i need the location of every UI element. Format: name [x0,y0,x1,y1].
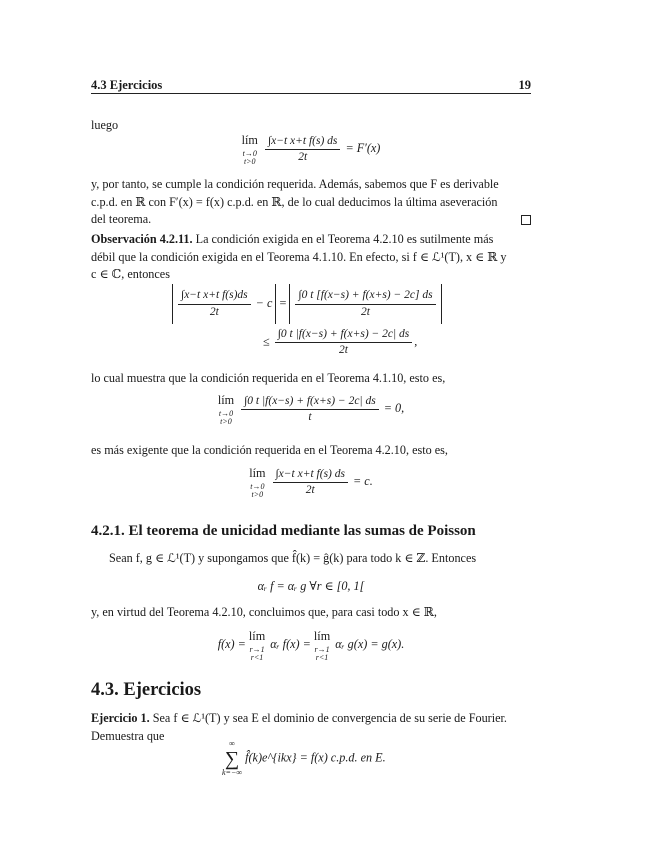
summation-symbol: ∞ ∑ k=−∞ [222,739,243,777]
equation-3: lím t→0 t>0 $\frac{\int 0 t |f(x-s) + f(x+s) - 2c| ds}{t}$ = 0, [217,393,405,427]
paragraph-4: Sean f, g ∈ ℒ¹(T) y supongamos que f̂(k) = ĝ(k) para todo k ∈ ℤ. Entonces [109,551,477,565]
intro-word: luego [91,118,119,132]
running-header-section: 4.3 Ejercicios [91,78,163,92]
section-4-3-title: 4.3. Ejercicios [91,680,202,700]
paragraph-2: lo cual muestra que la condición requerida en el Teorema 4.1.10, esto es, [91,371,446,385]
equation-1: lím t→0 t>0 $\frac{\text{∫x−t x+t f(s) ds}}{2t}$ = F′(x) [241,133,381,167]
paragraph-1: y, por tanto, se cumple la condición requerida. Además, sabemos que F es derivable c.p.d. en ℝ con F′(x) = f(x) c.p.d. en ℝ, de lo cual deducimos la última aseveración del teorema. [91,176,531,229]
subsection-4-2-1-title: 4.2.1. El teorema de unicidad mediante las sumas de Poisson [91,523,476,539]
equation-7: ∞ ∑ k=−∞ f̂(k)e^{ikx} = f(x) c.p.d. en E. [222,739,386,777]
observation-4-2-11: Observación 4.2.11. La condición exigida en el Teorema 4.2.10 es sutilmente más débil que la condición exigida en el Teorema 4.1.10. En efecto, si f ∈ ℒ¹(T), x ∈ ℝ y c ∈ ℂ, entonces [91,232,507,282]
observation-label: Observación 4.2.11. [91,232,193,246]
equation-2-line-2: ≤ $\frac{\int 0 t |f(x-s) + f(x+s) - 2c| ds}{2t}$ , [263,328,418,357]
page-number: 19 [518,78,531,92]
fraction: $\frac{\text{∫x−t x+t f(s) ds}}{2t}$ [265,135,340,164]
header-rule [91,93,531,94]
equation-5: αᵣ f = αᵣ g ∀r ∈ [0, 1[ [257,579,365,593]
exercise-1: Ejercicio 1. Sea f ∈ ℒ¹(T) y sea E el dominio de convergencia de su serie de Fourier. Demuestra que [91,711,507,743]
limit-operator: lím t→0 t>0 [241,133,258,167]
equation-4: lím t→0 t>0 $\frac{\text{∫x−t x+t f(s) ds}}{2t}$ = c. [249,466,373,500]
paragraph-5: y, en virtud del Teorema 4.2.10, concluimos que, para casi todo x ∈ ℝ, [91,605,437,619]
equation-2-line-1: $\frac{\text{∫x−t x+t f(s)ds}}{2t}$ − c = $\frac{\int 0 t [f(x-s) + f(x+s) - 2c] ds}{2t}$ [172,284,442,324]
exercise-label: Ejercicio 1. [91,711,150,725]
paragraph-3: es más exigente que la condición requerida en el Teorema 4.2.10, esto es, [91,443,448,457]
equation-6: f(x) = lím r→1 r<1 αᵣ f(x) = lím r→1 r<1 αᵣ g(x) = g(x). [217,629,405,663]
qed-square-icon [521,215,531,225]
